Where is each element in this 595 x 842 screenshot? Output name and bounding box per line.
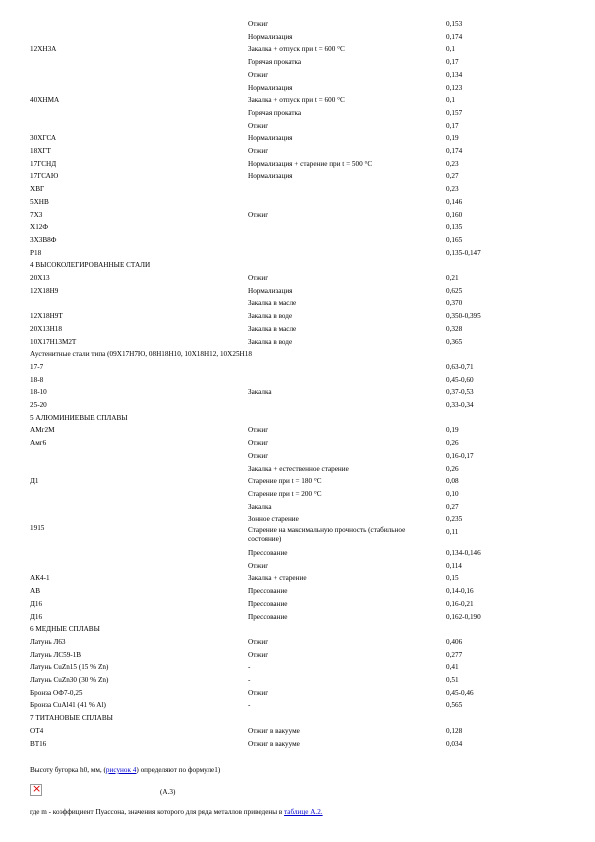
treatment-cell: Горячая прокатка bbox=[248, 108, 302, 117]
formula-intro bbox=[30, 766, 220, 774]
treatment-cell: Закалка в масле bbox=[248, 324, 297, 333]
table-row bbox=[30, 374, 575, 386]
material-cell: 7Х3 bbox=[30, 210, 43, 219]
value-cell: 0,114 bbox=[446, 561, 462, 570]
material-cell: 18ХГТ bbox=[30, 147, 51, 155]
treatment-cell: Закалка + старение bbox=[248, 574, 307, 583]
table-row bbox=[30, 738, 575, 750]
formula-number: (А.3) bbox=[160, 788, 176, 796]
treatment-cell: Отжиг bbox=[248, 274, 269, 282]
treatment-cell: Отжиг bbox=[248, 147, 269, 155]
table-row bbox=[30, 513, 575, 525]
value-cell: 0,406 bbox=[446, 637, 463, 646]
value-cell: 0,174 bbox=[446, 147, 463, 155]
value-cell: 0,26 bbox=[446, 464, 459, 473]
value-cell: 0,625 bbox=[446, 286, 463, 295]
table-row bbox=[30, 196, 575, 208]
treatment-cell: Прессование bbox=[248, 549, 288, 557]
material-cell: Латунь CuZn15 (15 % Zn) bbox=[30, 663, 109, 672]
material-cell: АК4-1 bbox=[30, 574, 50, 583]
treatment-cell: Отжиг bbox=[248, 451, 269, 460]
value-cell: 0,63-0,71 bbox=[446, 362, 474, 371]
table-row bbox=[30, 183, 575, 195]
treatment-cell: Закалка + отпуск при t = 600 °С bbox=[248, 96, 345, 105]
material-cell: 17ГСАЮ bbox=[30, 172, 59, 181]
table-row bbox=[30, 463, 575, 475]
material-cell: 17ГСНД bbox=[30, 159, 57, 168]
material-cell: 20Х13Н18 bbox=[30, 324, 62, 333]
table-row bbox=[30, 611, 575, 623]
material-cell: Бронза ОФ7-0,25 bbox=[30, 688, 83, 697]
value-cell: 0,51 bbox=[446, 676, 459, 684]
table-row bbox=[30, 82, 575, 94]
section-heading: 5 АЛЮМИНИЕВЫЕ СПЛАВЫ bbox=[30, 413, 128, 422]
treatment-cell: - bbox=[248, 663, 251, 672]
treatment-cell: Отжиг в вакууме bbox=[248, 726, 300, 735]
value-cell: 0,33-0,34 bbox=[446, 401, 474, 409]
treatment-cell: Закалка bbox=[248, 388, 272, 397]
treatment-cell: Отжиг bbox=[248, 210, 269, 219]
table-row bbox=[30, 323, 575, 335]
table-a2-link[interactable]: таблице А.2. bbox=[284, 808, 323, 816]
table-row bbox=[30, 475, 575, 487]
value-cell: 0,11 bbox=[446, 528, 459, 536]
table-row bbox=[30, 221, 575, 233]
value-cell: 0,16-0,21 bbox=[446, 599, 474, 608]
material-cell: ВТ16 bbox=[30, 739, 47, 748]
value-cell: 0,153 bbox=[446, 20, 463, 28]
value-cell: 0,162-0,190 bbox=[446, 612, 481, 621]
treatment-cell: Закалка в воде bbox=[248, 312, 293, 321]
material-cell: 5ХНВ bbox=[30, 197, 49, 206]
table-row bbox=[30, 56, 575, 68]
table-row bbox=[30, 132, 575, 144]
value-cell: 0,146 bbox=[446, 197, 463, 206]
material-cell: 40ХНМА bbox=[30, 96, 60, 105]
table-row bbox=[30, 170, 575, 182]
treatment-cell: Закалка + отпуск при t = 600 °С bbox=[248, 45, 345, 54]
table-row bbox=[30, 437, 575, 449]
material-cell: 25-20 bbox=[30, 401, 47, 409]
table-row bbox=[30, 272, 575, 284]
section-heading: 7 ТИТАНОВЫЕ СПЛАВЫ bbox=[30, 714, 113, 723]
table-row bbox=[30, 336, 575, 348]
table-row bbox=[30, 107, 575, 119]
treatment-cell: Нормализация bbox=[248, 286, 293, 295]
treatment-cell: Нормализация bbox=[248, 83, 293, 92]
treatment-cell: Закалка в масле bbox=[248, 299, 297, 308]
value-cell: 0,160 bbox=[446, 210, 463, 219]
treatment-cell: Прессование bbox=[248, 587, 288, 596]
value-cell: 0,350-0,395 bbox=[446, 312, 481, 321]
treatment-cell: Нормализация bbox=[248, 134, 293, 143]
material-cell: 18-10 bbox=[30, 388, 47, 397]
treatment-cell: Нормализация bbox=[248, 32, 293, 41]
table-row bbox=[30, 69, 575, 81]
value-cell: 0,365 bbox=[446, 337, 463, 346]
treatment-cell: Отжиг bbox=[248, 637, 269, 646]
material-cell: Х12Ф bbox=[30, 223, 49, 232]
treatment-cell: Горячая прокатка bbox=[248, 58, 302, 67]
material-cell: 10Х17Н13М2Т bbox=[30, 337, 77, 346]
value-cell: 0,17 bbox=[446, 121, 459, 130]
value-cell: 0,08 bbox=[446, 477, 459, 486]
table-row bbox=[30, 310, 575, 322]
value-cell: 0,15 bbox=[446, 574, 459, 583]
value-cell: 0,128 bbox=[446, 726, 463, 735]
value-cell: 0,19 bbox=[446, 426, 459, 435]
material-cell: 12ХН3А bbox=[30, 45, 57, 54]
table-row bbox=[30, 598, 575, 610]
value-cell: 0,23 bbox=[446, 185, 459, 194]
treatment-cell: - bbox=[248, 701, 251, 710]
table-row bbox=[30, 120, 575, 132]
treatment-cell: Закалка в воде bbox=[248, 337, 293, 346]
material-cell: ОТ4 bbox=[30, 726, 44, 735]
treatment-cell: Отжиг bbox=[248, 426, 269, 435]
value-cell: 0,27 bbox=[446, 172, 459, 181]
material-cell: 18-8 bbox=[30, 375, 44, 384]
value-cell: 0,16-0,17 bbox=[446, 451, 474, 460]
material-cell: 1915 bbox=[30, 524, 45, 532]
value-cell: 0,135-0,147 bbox=[446, 248, 481, 257]
value-cell: 0,157 bbox=[446, 108, 463, 117]
treatment-cell: Отжиг bbox=[248, 439, 269, 448]
material-cell: ХВГ bbox=[30, 185, 45, 194]
figure-4-link[interactable]: рисунок 4 bbox=[105, 766, 137, 774]
value-cell: 0,174 bbox=[446, 32, 463, 41]
treatment-cell: Прессование bbox=[248, 599, 288, 608]
table-row bbox=[30, 234, 575, 246]
value-cell: 0,17 bbox=[446, 58, 459, 67]
table-row bbox=[30, 247, 575, 259]
treatment-cell: Отжиг bbox=[248, 20, 269, 28]
broken-image-icon bbox=[30, 784, 42, 796]
treatment-cell: Отжиг bbox=[248, 650, 269, 659]
material-cell: 20Х13 bbox=[30, 274, 50, 282]
value-cell: 0,21 bbox=[446, 274, 459, 282]
value-cell: 0,19 bbox=[446, 134, 459, 143]
table-row bbox=[30, 209, 575, 221]
value-cell: 0,1 bbox=[446, 96, 455, 105]
material-cell: Латунь Л63 bbox=[30, 637, 66, 646]
table-row bbox=[30, 547, 575, 559]
table-row bbox=[30, 674, 575, 686]
value-cell: 0,165 bbox=[446, 235, 463, 244]
value-cell: 0,135 bbox=[446, 223, 463, 232]
table-row bbox=[30, 572, 575, 584]
treatment-cell: Отжиг bbox=[248, 121, 269, 130]
material-cell: АМг2М bbox=[30, 426, 55, 435]
table-row bbox=[30, 399, 575, 411]
value-cell: 0,1 bbox=[446, 45, 455, 54]
material-cell: 30ХГСА bbox=[30, 134, 57, 143]
table-row bbox=[30, 145, 575, 157]
table-row bbox=[30, 424, 575, 436]
treatment-cell: Нормализация + старение при t = 500 °С bbox=[248, 159, 373, 168]
treatment-cell: Отжиг bbox=[248, 688, 269, 697]
table-row bbox=[30, 699, 575, 711]
treatment-cell: Отжиг в вакууме bbox=[248, 739, 300, 748]
material-cell: Амг6 bbox=[30, 439, 47, 448]
table-row bbox=[30, 361, 575, 373]
table-row bbox=[30, 560, 575, 572]
material-cell: Р18 bbox=[30, 248, 42, 257]
value-cell: 0,37-0,53 bbox=[446, 388, 474, 397]
treatment-cell: Старение при t = 200 °С bbox=[248, 489, 322, 498]
table-row bbox=[30, 725, 575, 737]
value-cell: 0,370 bbox=[446, 299, 463, 308]
material-cell: АВ bbox=[30, 587, 40, 596]
table-row bbox=[30, 526, 575, 546]
value-cell: 0,277 bbox=[446, 650, 463, 659]
treatment-cell: Старение на максимальную прочность (стабильное состояние) bbox=[248, 526, 406, 543]
table-row bbox=[30, 649, 575, 661]
treatment-cell: Нормализация bbox=[248, 172, 293, 181]
table-row bbox=[30, 585, 575, 597]
formula-image bbox=[30, 784, 42, 796]
table-row bbox=[30, 285, 575, 297]
table-row bbox=[30, 687, 575, 699]
table-row bbox=[30, 501, 575, 513]
value-cell: 0,14-0,16 bbox=[446, 587, 474, 596]
section-heading: 4 ВЫСОКОЛЕГИРОВАННЫЕ СТАЛИ bbox=[30, 261, 151, 270]
material-cell: Бронза CuAl41 (41 % Al) bbox=[30, 701, 106, 710]
table-row bbox=[30, 386, 575, 398]
material-cell: 12Х18Н9 bbox=[30, 286, 59, 295]
table-row bbox=[30, 94, 575, 106]
material-cell: 12Х18Н9Т bbox=[30, 312, 63, 321]
treatment-cell: Закалка + естественное старение bbox=[248, 464, 349, 473]
value-cell: 0,41 bbox=[446, 663, 459, 672]
treatment-cell: Отжиг bbox=[248, 561, 269, 570]
treatment-cell: Прессование bbox=[248, 612, 288, 621]
treatment-cell: - bbox=[248, 676, 251, 684]
section-heading: Аустенитные стали типа (09Х17Н7Ю, 08Н18Н10, 10Х18Н12, 10Х25Н18 bbox=[30, 350, 252, 359]
value-cell: 0,27 bbox=[446, 502, 459, 511]
table-row bbox=[30, 450, 575, 462]
poisson-note-text: где m - коэффициент Пуассона, значения которого для ряда металлов приведены в bbox=[30, 808, 285, 816]
table-row bbox=[30, 488, 575, 500]
formula-intro-text: Высоту бугорка h0, мм, ( bbox=[30, 766, 106, 774]
material-cell: Д1 bbox=[30, 477, 39, 486]
formula-intro-text-end: ) определяют по формуле1) bbox=[136, 766, 221, 774]
table-row bbox=[30, 636, 575, 648]
section-heading: 6 МЕДНЫЕ СПЛАВЫ bbox=[30, 625, 100, 634]
table-row bbox=[30, 297, 575, 309]
value-cell: 0,235 bbox=[446, 515, 463, 524]
material-cell: Латунь ЛС59-1В bbox=[30, 650, 82, 659]
material-cell: Д16 bbox=[30, 599, 43, 608]
table-row bbox=[30, 43, 575, 55]
value-cell: 0,134 bbox=[446, 70, 463, 79]
material-cell: 3Х3В8Ф bbox=[30, 235, 57, 244]
value-cell: 0,23 bbox=[446, 159, 459, 168]
treatment-cell: Зонное старение bbox=[248, 515, 299, 524]
value-cell: 0,328 bbox=[446, 324, 463, 333]
value-cell: 0,26 bbox=[446, 439, 459, 448]
table-row bbox=[30, 158, 575, 170]
treatment-cell: Закалка bbox=[248, 502, 272, 511]
material-cell: Латунь CuZn30 (30 % Zn) bbox=[30, 676, 109, 684]
material-cell: Д16 bbox=[30, 612, 43, 621]
table-row bbox=[30, 661, 575, 673]
value-cell: 0,10 bbox=[446, 489, 459, 498]
treatment-cell: Отжиг bbox=[248, 70, 269, 79]
value-cell: 0,565 bbox=[446, 701, 463, 710]
value-cell: 0,123 bbox=[446, 83, 463, 92]
value-cell: 0,034 bbox=[446, 739, 463, 748]
table-row bbox=[30, 18, 575, 30]
value-cell: 0,45-0,46 bbox=[446, 688, 474, 697]
poisson-note bbox=[30, 808, 323, 816]
value-cell: 0,134-0,146 bbox=[446, 549, 481, 557]
material-cell: 17-7 bbox=[30, 362, 44, 371]
value-cell: 0,45-0,60 bbox=[446, 375, 474, 384]
treatment-cell: Старение при t = 180 °С bbox=[248, 477, 322, 486]
table-row bbox=[30, 31, 575, 43]
